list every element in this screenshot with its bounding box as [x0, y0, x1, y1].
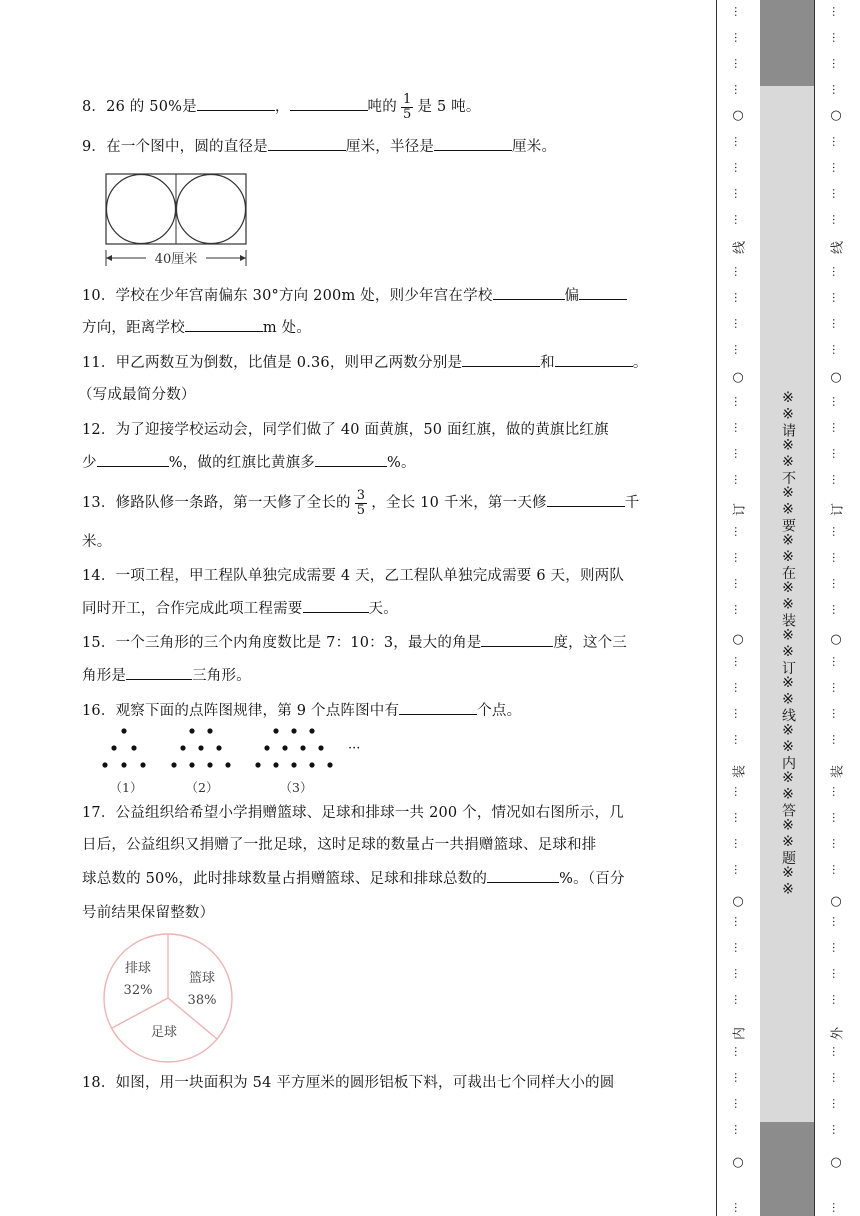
fraction-denominator: 5	[356, 502, 366, 518]
binding-inner-mark: 内	[732, 1027, 748, 1041]
binding-outer-dots: …	[830, 682, 843, 693]
q15-text: 三角形。	[192, 668, 251, 684]
binding-outer-dots: …	[830, 1202, 843, 1213]
binding-marks-outer	[829, 0, 846, 1216]
binding-inner-dots: …	[732, 812, 745, 823]
q11-number: 11．	[82, 355, 116, 371]
pie-label-basketball: 篮球	[188, 971, 216, 986]
binding-outer-dots: …	[830, 214, 843, 225]
binding-inner-dots: …	[732, 916, 745, 927]
q10-text: m 处。	[262, 320, 312, 336]
question-15-line2	[82, 659, 694, 693]
answer-blank[interactable]	[555, 350, 633, 367]
binding-line-inner	[716, 0, 717, 1216]
pattern-dot	[189, 762, 194, 767]
pattern-dot	[300, 745, 305, 750]
binding-outer-dots: …	[830, 474, 843, 485]
answer-blank[interactable]	[547, 490, 625, 507]
answer-blank[interactable]	[434, 134, 512, 151]
binding-outer-dots: …	[830, 994, 843, 1005]
q14-text: 同时开工，合作完成此项工程需要	[82, 601, 303, 617]
pattern-dot	[291, 728, 296, 733]
answer-blank[interactable]	[197, 94, 275, 111]
answer-blank[interactable]	[315, 450, 387, 467]
pattern-dot	[131, 745, 136, 750]
binding-inner-dots: …	[732, 422, 745, 433]
binding-outer-mark: 订	[830, 503, 846, 517]
binding-inner-dots: …	[732, 838, 745, 849]
binding-inner-mark: 装	[732, 765, 748, 779]
question-18	[82, 1066, 694, 1100]
q12-text: %，做的红旗比黄旗多	[168, 455, 315, 471]
dot-pattern-2	[171, 728, 230, 767]
q11-text: 。	[632, 355, 648, 371]
question-15	[82, 626, 694, 660]
answer-blank[interactable]	[481, 630, 553, 647]
binding-outer-dots: …	[830, 1098, 843, 1109]
answer-blank[interactable]	[399, 698, 477, 715]
dot-pattern-3	[255, 728, 332, 767]
binding-outer-dots: …	[830, 344, 843, 355]
question-16	[82, 694, 694, 728]
binding-outer-circle-icon: ○	[830, 894, 842, 909]
binding-outer-dots: …	[830, 84, 843, 95]
q18-text: 如图，用一块面积为 54 平方厘米的圆形铝板下料，可裁出七个同样大小的圆	[115, 1075, 615, 1091]
q15-text: 角形是	[82, 668, 127, 684]
binding-outer-dots: …	[830, 604, 843, 615]
binding-inner-dots: …	[732, 266, 745, 277]
pattern-dot	[309, 728, 314, 733]
binding-inner-dots: …	[732, 604, 745, 615]
binding-outer-dots: …	[830, 1046, 843, 1057]
pattern-dot	[282, 745, 287, 750]
binding-inner-dots: …	[732, 6, 745, 17]
pattern-label-3: （3）	[279, 780, 313, 795]
q18-number: 18．	[82, 1075, 116, 1091]
question-17-line4	[82, 896, 694, 930]
pie-pct-volleyball: 32%	[123, 983, 153, 998]
pattern-dot	[291, 762, 296, 767]
q17-text: 公益组织给希望小学捐赠篮球、足球和排球一共 200 个，情况如右图所示，几	[115, 805, 624, 821]
pie-pct-basketball: 38%	[187, 993, 217, 1008]
question-8	[82, 90, 694, 124]
binding-line-outer	[814, 0, 815, 1216]
q15-text: 一个三角形的三个内角度数比是 7：10：3，最大的角是	[115, 635, 482, 651]
question-17-line3	[82, 862, 694, 896]
question-14	[82, 559, 694, 593]
question-17	[82, 796, 694, 830]
two-circles-figure	[102, 170, 252, 270]
q9-number: 9．	[82, 139, 107, 155]
q11-note: （写成最简分数）	[78, 387, 196, 403]
q8-text: 是 5 吨。	[417, 99, 481, 115]
pattern-dot	[327, 762, 332, 767]
binding-inner-circle-icon: ○	[732, 894, 744, 909]
pattern-dot	[207, 762, 212, 767]
answer-blank[interactable]	[462, 350, 540, 367]
binding-outer-dots: …	[830, 6, 843, 17]
answer-blank[interactable]	[185, 315, 263, 332]
q14-text: 天。	[368, 601, 398, 617]
binding-inner-circle-icon: ○	[732, 108, 744, 123]
question-12-line2	[82, 446, 694, 480]
binding-inner-dots: …	[732, 578, 745, 589]
question-17-line2	[82, 828, 694, 862]
binding-outer-dots: …	[830, 552, 843, 563]
binding-warning-text: ※※请※※不※※要※※在※※装※※订※※线※※内※※答※※题※※	[780, 390, 796, 898]
fraction	[355, 489, 367, 518]
binding-outer-dots: …	[830, 318, 843, 329]
q9-text: 厘米。	[512, 139, 557, 155]
binding-outer-dots: …	[830, 292, 843, 303]
binding-outer-dots: …	[830, 708, 843, 719]
q9-text: 厘米，半径是	[345, 139, 435, 155]
q12-text: 为了迎接学校运动会，同学们做了 40 面黄旗，50 面红旗，做的黄旗比红旗	[115, 422, 609, 438]
pattern-dot	[171, 762, 176, 767]
q17-text: 球总数的 50%，此时排球数量占捐赠篮球、足球和排球总数的	[82, 871, 488, 887]
question-10-line2	[82, 311, 694, 345]
q8-text: 26 的 50%是	[106, 99, 197, 115]
binding-inner-dots: …	[732, 734, 745, 745]
q10-text: 学校在少年宫南偏东 30°方向 200m 处，则少年宫在学校	[115, 288, 493, 304]
binding-outer-dots: …	[830, 448, 843, 459]
pattern-dot	[207, 728, 212, 733]
answer-blank[interactable]	[97, 450, 169, 467]
binding-inner-dots: …	[732, 58, 745, 69]
binding-inner-dots: …	[732, 942, 745, 953]
fraction-numerator: 1	[402, 91, 412, 107]
binding-inner-dots: …	[732, 136, 745, 147]
binding-outer-dots: …	[830, 266, 843, 277]
fraction	[401, 93, 413, 122]
binding-inner-dots: …	[732, 864, 745, 875]
binding-outer-dots: …	[830, 916, 843, 927]
pattern-dot	[225, 762, 230, 767]
binding-outer-circle-icon: ○	[830, 370, 842, 385]
fraction-numerator: 3	[356, 487, 366, 503]
binding-inner-dots: …	[732, 656, 745, 667]
binding-outer-dots: …	[830, 812, 843, 823]
binding-inner-dots: …	[732, 214, 745, 225]
question-14-line2	[82, 592, 694, 626]
q16-text: 观察下面的点阵图规律，第 9 个点阵图中有	[115, 703, 400, 719]
pie-label-volleyball: 排球	[124, 961, 152, 976]
binding-inner-dots: …	[732, 448, 745, 459]
pattern-dot	[121, 728, 126, 733]
dimension-label: 40厘米	[154, 252, 198, 267]
binding-outer-dots: …	[830, 968, 843, 979]
binding-inner-dots: …	[732, 396, 745, 407]
binding-outer-dots: …	[830, 864, 843, 875]
pattern-ellipsis: ···	[348, 741, 361, 756]
q17-text: 号前结果保留整数）	[82, 905, 215, 921]
answer-blank[interactable]	[493, 283, 565, 300]
q10-number: 10．	[82, 288, 116, 304]
binding-inner-mark: 订	[732, 503, 748, 517]
answer-blank[interactable]	[487, 866, 559, 883]
binding-inner-circle-icon: ○	[732, 370, 744, 385]
question-11	[82, 346, 694, 380]
binding-inner-dots: …	[732, 344, 745, 355]
pattern-dot	[121, 762, 126, 767]
binding-inner-dots: …	[732, 968, 745, 979]
pattern-dot	[255, 762, 260, 767]
q17-number: 17．	[82, 805, 116, 821]
binding-inner-mark: 线	[732, 241, 748, 255]
arrow-right-icon	[240, 255, 246, 261]
pie-divider-left	[112, 998, 168, 1028]
binding-outer-dots: …	[830, 396, 843, 407]
question-12	[82, 413, 694, 447]
q17-text: %。（百分	[559, 871, 625, 887]
q15-text: 度，这个三	[553, 635, 627, 651]
binding-outer-dots: …	[830, 734, 843, 745]
q17-text: 日后，公益组织又捐赠了一批足球，这时足球的数量占一共捐赠篮球、足球和排	[82, 837, 597, 853]
dot-pattern-figure	[96, 724, 376, 796]
q13-text: 修路队修一条路，第一天修了全长的	[115, 495, 351, 511]
pattern-dot	[216, 745, 221, 750]
q9-text: 在一个图中，圆的直径是	[106, 139, 268, 155]
q13-text: 米。	[82, 534, 112, 550]
binding-inner-dots: …	[732, 1202, 745, 1213]
binding-inner-dots: …	[732, 474, 745, 485]
q16-text: 个点。	[477, 703, 522, 719]
binding-outer-dots: …	[830, 1124, 843, 1135]
question-9	[82, 130, 694, 164]
binding-outer-dots: …	[830, 32, 843, 43]
pie-label-football: 足球	[150, 1025, 178, 1040]
answer-blank[interactable]	[579, 283, 627, 300]
q10-text: 偏	[564, 288, 580, 304]
binding-inner-circle-icon: ○	[732, 632, 744, 647]
binding-outer-circle-icon: ○	[830, 1155, 842, 1170]
binding-inner-dots: …	[732, 1072, 745, 1083]
binding-marks-inner	[731, 0, 748, 1216]
q8-number: 8．	[82, 99, 107, 115]
q8-text: ，	[274, 99, 290, 115]
binding-outer-dots: …	[830, 578, 843, 589]
binding-outer-dots: …	[830, 188, 843, 199]
binding-outer-dots: …	[830, 786, 843, 797]
pattern-label-1: （1）	[109, 780, 143, 795]
q11-text: 甲乙两数互为倒数，比值是 0.36，则甲乙两数分别是	[115, 355, 463, 371]
pattern-dot	[189, 728, 194, 733]
pattern-dot	[264, 745, 269, 750]
q13-number: 13．	[82, 495, 116, 511]
fraction-denominator: 5	[402, 106, 412, 122]
q14-text: 一项工程，甲工程队单独完成需要 4 天，乙工程队单独完成需要 6 天，则两队	[115, 568, 625, 584]
arrow-left-icon	[106, 255, 112, 261]
binding-band-bottom-block	[760, 1122, 814, 1216]
q12-text: 少	[82, 455, 97, 471]
binding-outer-circle-icon: ○	[830, 108, 842, 123]
binding-outer-mark: 线	[830, 241, 846, 255]
binding-outer-mark: 外	[830, 1027, 846, 1041]
q12-text: %。	[386, 455, 416, 471]
binding-outer-dots: …	[830, 162, 843, 173]
question-13	[82, 486, 694, 520]
binding-inner-dots: …	[732, 162, 745, 173]
binding-outer-dots: …	[830, 422, 843, 433]
pattern-dot	[273, 728, 278, 733]
q13-text: ，全长 10 千米，第一天修	[371, 495, 547, 511]
binding-inner-dots: …	[732, 292, 745, 303]
pattern-dot	[309, 762, 314, 767]
binding-outer-dots: …	[830, 656, 843, 667]
binding-inner-dots: …	[732, 1046, 745, 1057]
q15-number: 15．	[82, 635, 116, 651]
binding-outer-dots: …	[830, 136, 843, 147]
q10-text: 方向，距离学校	[82, 320, 185, 336]
pie-figure	[98, 932, 238, 1064]
binding-inner-dots: …	[732, 786, 745, 797]
binding-outer-mark: 装	[830, 765, 846, 779]
pattern-label-2: （2）	[185, 780, 219, 795]
answer-blank[interactable]	[290, 94, 368, 111]
question-10	[82, 279, 694, 313]
answer-blank[interactable]	[303, 596, 369, 613]
answer-blank[interactable]	[126, 663, 192, 680]
pattern-dot	[318, 745, 323, 750]
figure-circle-left	[107, 175, 176, 244]
binding-inner-dots: …	[732, 682, 745, 693]
binding-outer-dots: …	[830, 942, 843, 953]
binding-band-top-block	[760, 0, 814, 86]
binding-inner-dots: …	[732, 84, 745, 95]
pattern-dot	[198, 745, 203, 750]
pattern-dot	[140, 762, 145, 767]
binding-outer-dots: …	[830, 1072, 843, 1083]
binding-inner-dots: …	[732, 526, 745, 537]
binding-outer-dots: …	[830, 58, 843, 69]
binding-inner-dots: …	[732, 32, 745, 43]
q12-number: 12．	[82, 422, 116, 438]
answer-blank[interactable]	[268, 134, 346, 151]
pattern-dot	[273, 762, 278, 767]
binding-inner-dots: …	[732, 552, 745, 563]
q14-number: 14．	[82, 568, 116, 584]
figure-circle-right	[177, 175, 246, 244]
pattern-dot	[102, 762, 107, 767]
binding-inner-circle-icon: ○	[732, 1155, 744, 1170]
pattern-dot	[111, 745, 116, 750]
binding-inner-dots: …	[732, 318, 745, 329]
question-13-line2	[82, 525, 694, 559]
binding-inner-dots: …	[732, 708, 745, 719]
binding-inner-dots: …	[732, 994, 745, 1005]
binding-outer-circle-icon: ○	[830, 632, 842, 647]
binding-outer-dots: …	[830, 838, 843, 849]
q13-text: 千	[624, 495, 640, 511]
pattern-dot	[180, 745, 185, 750]
q11-text: 和	[540, 355, 555, 371]
q8-text: 吨的	[367, 99, 397, 115]
q16-number: 16．	[82, 703, 116, 719]
binding-inner-dots: …	[732, 1098, 745, 1109]
binding-inner-dots: …	[732, 1124, 745, 1135]
dot-pattern-1	[102, 728, 145, 767]
binding-outer-dots: …	[830, 526, 843, 537]
binding-inner-dots: …	[732, 188, 745, 199]
question-11-line2	[78, 378, 690, 412]
